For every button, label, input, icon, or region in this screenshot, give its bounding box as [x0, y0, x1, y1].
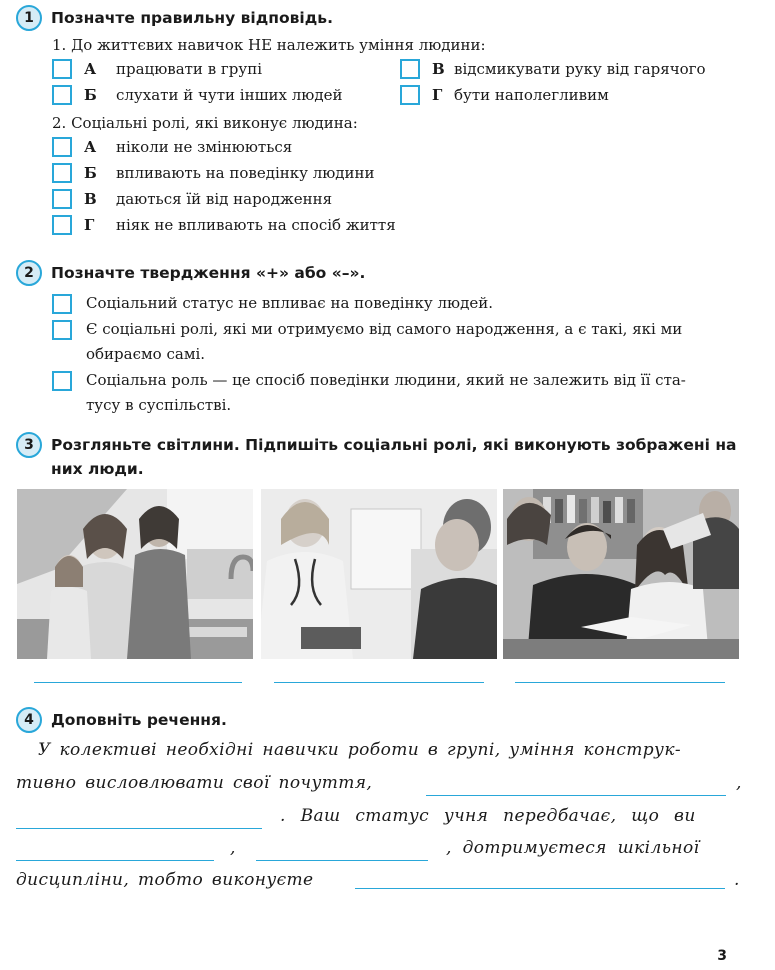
sentence-line-4: , дотримуєтеся шкільної: [446, 838, 700, 858]
statement-text: [86, 368, 686, 418]
task-1-title: Позначте правильну відповідь.: [51, 9, 333, 27]
q1-option-g[interactable]: [400, 85, 609, 105]
q1-option-v[interactable]: [400, 59, 706, 79]
option-text: відсмикувати руку від гарячого: [454, 60, 706, 78]
checkbox[interactable]: [52, 294, 72, 314]
sentence-line-2: тивно висловлювати свої почуття,: [16, 773, 373, 793]
sentence-period: .: [734, 870, 740, 890]
task-2-header: [16, 260, 365, 286]
option-text: впливають на поведінку людини: [116, 164, 375, 182]
option-letter: В: [84, 190, 97, 208]
task-3-number: 3: [16, 432, 42, 458]
statement-line: обираємо самі.: [86, 345, 206, 363]
answer-line-photo-3[interactable]: [515, 682, 725, 683]
option-letter: Б: [84, 164, 97, 182]
statement-1[interactable]: [52, 291, 493, 316]
sentence-line-5: дисципліни, тобто виконуєте: [16, 870, 314, 890]
answer-line-photo-1[interactable]: [34, 682, 242, 683]
task-2-title: Позначте твердження «+» або «–».: [51, 264, 366, 282]
fill-blank-4[interactable]: [256, 860, 428, 861]
task-3-header: [16, 432, 737, 481]
task-3-title: [51, 433, 737, 481]
checkbox[interactable]: [52, 189, 72, 209]
option-letter: В: [432, 60, 445, 78]
checkbox[interactable]: [52, 371, 72, 391]
checkbox[interactable]: [400, 59, 420, 79]
page-number: 3: [717, 948, 727, 964]
task-3-title-line: них люди.: [51, 460, 144, 478]
checkbox[interactable]: [52, 85, 72, 105]
option-letter: А: [84, 138, 97, 156]
checkbox[interactable]: [400, 85, 420, 105]
fill-blank-3[interactable]: [16, 860, 214, 861]
answer-line-photo-2[interactable]: [274, 682, 484, 683]
option-text: даються їй від народження: [116, 190, 333, 208]
checkbox[interactable]: [52, 59, 72, 79]
statement-line: тусу в суспільстві.: [86, 396, 232, 414]
checkbox[interactable]: [52, 137, 72, 157]
option-letter: А: [84, 60, 97, 78]
photo-students-reading: [503, 489, 739, 659]
q2-option-b[interactable]: [52, 163, 375, 183]
statement-line: Є соціальні ролі, які ми отримуємо від самого народження, а є такі, які ми: [86, 320, 683, 338]
task-4-title: Доповніть речення.: [51, 711, 227, 729]
question-1-text: 1. До життєвих навичок НЕ належить уміння людини:: [52, 36, 486, 54]
option-text: ніколи не змінюються: [116, 138, 293, 156]
fill-blank-2[interactable]: [16, 828, 262, 829]
statement-text: [86, 317, 682, 367]
statement-text: [86, 291, 493, 316]
option-letter: Г: [432, 86, 443, 104]
statement-line: Соціальний статус не впливає на поведінку людей.: [86, 294, 493, 312]
sentence-line-3: . Ваш статус учня передбачає, що ви: [280, 806, 696, 826]
statement-2[interactable]: [52, 317, 682, 367]
option-text: ніяк не впливають на спосіб життя: [116, 216, 396, 234]
task-4-number: 4: [16, 707, 42, 733]
sentence-comma: ,: [230, 838, 236, 858]
fill-blank-1[interactable]: [426, 795, 726, 796]
checkbox[interactable]: [52, 163, 72, 183]
option-text: працювати в групі: [116, 60, 262, 78]
sentence-line-1: У колективі необхідні навички роботи в групі, уміння конструк-: [38, 740, 682, 760]
option-text: слухати й чути інших людей: [116, 86, 343, 104]
task-2-number: 2: [16, 260, 42, 286]
fill-blank-5[interactable]: [355, 888, 725, 889]
photo-nurse-patient: [261, 489, 497, 659]
option-letter: Б: [84, 86, 97, 104]
q1-option-a[interactable]: [52, 59, 262, 79]
sentence-comma: ,: [736, 773, 742, 793]
option-letter: Г: [84, 216, 95, 234]
statement-line: Соціальна роль — це спосіб поведінки людини, який не залежить від її ста-: [86, 371, 686, 389]
checkbox[interactable]: [52, 320, 72, 340]
q1-option-b[interactable]: [52, 85, 342, 105]
checkbox[interactable]: [52, 215, 72, 235]
task-1-header: [16, 5, 333, 31]
question-2-text: 2. Соціальні ролі, які виконує людина:: [52, 114, 358, 132]
task-3-title-line: Розгляньте світлини. Підпишіть соціальні ролі, які виконують зображені на: [51, 436, 737, 454]
photo-family-kitchen: [17, 489, 253, 659]
q2-option-v[interactable]: [52, 189, 332, 209]
statement-3[interactable]: [52, 368, 686, 418]
task-4-header: [16, 707, 227, 733]
option-text: бути наполегливим: [454, 86, 609, 104]
q2-option-g[interactable]: [52, 215, 396, 235]
q2-option-a[interactable]: [52, 137, 292, 157]
task-1-number: 1: [16, 5, 42, 31]
